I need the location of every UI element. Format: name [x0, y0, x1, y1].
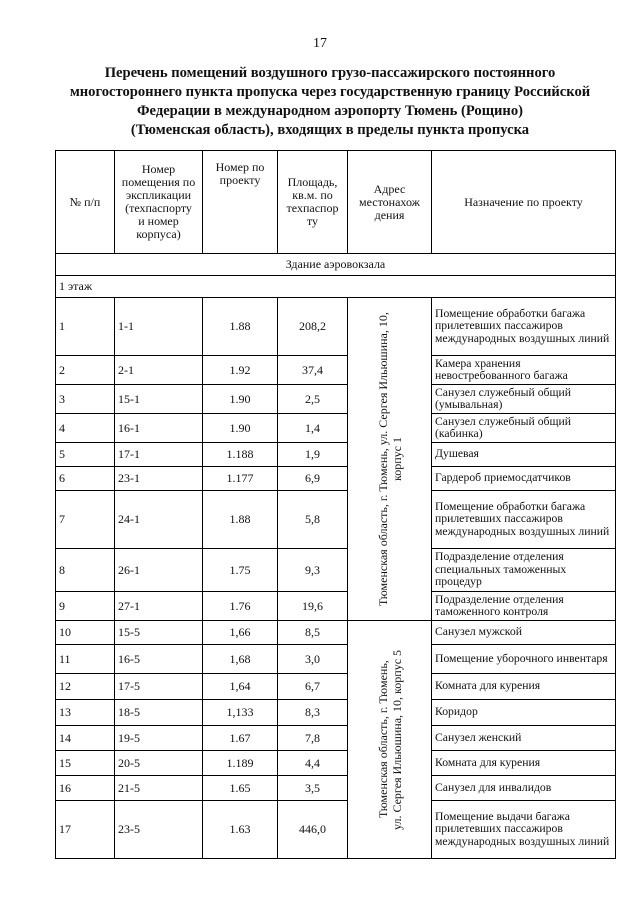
- document-title: [40, 64, 620, 140]
- table-row: [56, 491, 616, 549]
- cell-expl: 17-5: [115, 674, 203, 700]
- header-expl: [115, 151, 203, 254]
- cell-num: 6: [56, 467, 115, 491]
- table-row: [56, 621, 616, 645]
- floor-row: [56, 276, 616, 298]
- cell-num: 14: [56, 726, 115, 751]
- cell-area: 1,9: [278, 443, 348, 467]
- table-row: [56, 414, 616, 443]
- table-row: [56, 592, 616, 621]
- cell-area: 6,9: [278, 467, 348, 491]
- table-row: [56, 751, 616, 776]
- cell-num: 10: [56, 621, 115, 645]
- cell-area: 4,4: [278, 751, 348, 776]
- header-line: экспликации: [125, 188, 192, 202]
- table-row: [56, 549, 616, 592]
- cell-area: 8,3: [278, 700, 348, 726]
- cell-expl: 15-5: [115, 621, 203, 645]
- header-proj: [203, 151, 278, 254]
- cell-proj: 1.188: [203, 443, 278, 467]
- cell-area: 9,3: [278, 549, 348, 592]
- cell-num: 5: [56, 443, 115, 467]
- cell-proj: 1,133: [203, 700, 278, 726]
- table-row: [56, 385, 616, 414]
- table-row: [56, 645, 616, 674]
- header-line: корпуса): [136, 227, 181, 241]
- cell-num: 9: [56, 592, 115, 621]
- cell-expl: 15-1: [115, 385, 203, 414]
- cell-area: 6,7: [278, 674, 348, 700]
- cell-expl: 23-1: [115, 467, 203, 491]
- cell-expl: 17-1: [115, 443, 203, 467]
- table-row: [56, 298, 616, 356]
- cell-proj: 1.88: [203, 491, 278, 549]
- cell-area: 2,5: [278, 385, 348, 414]
- address-cell-building-1: [348, 298, 432, 621]
- header-addr: [348, 151, 432, 254]
- floor-label: 1 этаж: [56, 276, 616, 298]
- cell-purpose: Коридор: [432, 700, 616, 726]
- cell-expl: 23-5: [115, 801, 203, 859]
- section-row: [56, 254, 616, 276]
- table-row: [56, 356, 616, 385]
- cell-proj: 1,64: [203, 674, 278, 700]
- table-header-row: [56, 151, 616, 254]
- cell-proj: 1.177: [203, 467, 278, 491]
- cell-num: 8: [56, 549, 115, 592]
- cell-area: 3,5: [278, 776, 348, 801]
- cell-purpose: Санузел мужской: [432, 621, 616, 645]
- cell-purpose: Санузел служебный общий (кабинка): [432, 414, 616, 443]
- cell-num: 11: [56, 645, 115, 674]
- header-line: Площадь,: [287, 175, 338, 189]
- cell-num: 3: [56, 385, 115, 414]
- premises-table: [55, 150, 616, 859]
- header-line: техпаспор: [286, 201, 339, 215]
- header-line: (техпаспорту: [125, 201, 192, 215]
- cell-purpose: Комната для курения: [432, 751, 616, 776]
- cell-expl: 21-5: [115, 776, 203, 801]
- header-purpose: Назначение по проекту: [432, 151, 616, 254]
- cell-proj: 1.63: [203, 801, 278, 859]
- cell-purpose: Душевая: [432, 443, 616, 467]
- cell-purpose: Санузел для инвалидов: [432, 776, 616, 801]
- header-area: [278, 151, 348, 254]
- address-line: Тюменская область, г. Тюмень,: [375, 660, 390, 819]
- address-line: корпус 1: [389, 437, 404, 481]
- cell-purpose: Санузел служебный общий (умывальная): [432, 385, 616, 414]
- table-row: [56, 467, 616, 491]
- cell-area: 5,8: [278, 491, 348, 549]
- table-row: [56, 700, 616, 726]
- address-line: Тюменская область, г. Тюмень, ул. Сергея Ильюшина, 10,: [375, 312, 390, 606]
- cell-purpose: Помещение обработки багажа прилетевших пассажиров международных воздушных линий: [432, 298, 616, 356]
- header-line: помещения по: [121, 175, 196, 189]
- cell-num: 4: [56, 414, 115, 443]
- cell-expl: 18-5: [115, 700, 203, 726]
- table-row: [56, 776, 616, 801]
- cell-num: 13: [56, 700, 115, 726]
- cell-num: 12: [56, 674, 115, 700]
- cell-purpose: Подразделение отделения специальных таможенных процедур: [432, 549, 616, 592]
- cell-area: 7,8: [278, 726, 348, 751]
- cell-expl: 20-5: [115, 751, 203, 776]
- section-label: Здание аэровокзала: [56, 254, 616, 276]
- cell-purpose: Камера хранения невостребованного багажа: [432, 356, 616, 385]
- cell-expl: 16-5: [115, 645, 203, 674]
- table-row: [56, 801, 616, 859]
- cell-proj: 1,68: [203, 645, 278, 674]
- cell-proj: 1.75: [203, 549, 278, 592]
- cell-purpose: Подразделение отделения таможенного контроля: [432, 592, 616, 621]
- cell-expl: 19-5: [115, 726, 203, 751]
- cell-proj: 1,66: [203, 621, 278, 645]
- cell-area: 8,5: [278, 621, 348, 645]
- cell-purpose: Помещение выдачи багажа прилетевших пассажиров международных воздушных линий: [432, 801, 616, 859]
- cell-proj: 1.90: [203, 414, 278, 443]
- cell-purpose: Помещение обработки багажа прилетевших пассажиров международных воздушных линий: [432, 491, 616, 549]
- cell-proj: 1.65: [203, 776, 278, 801]
- table-row: [56, 726, 616, 751]
- title-line: Перечень помещений воздушного грузо-пассажирского постоянного: [104, 65, 556, 81]
- header-line: и номер: [138, 214, 179, 228]
- cell-area: 37,4: [278, 356, 348, 385]
- header-line: ту: [306, 214, 319, 228]
- cell-purpose: Санузел женский: [432, 726, 616, 751]
- cell-num: 15: [56, 751, 115, 776]
- cell-expl: 1-1: [115, 298, 203, 356]
- header-line: местонахож: [359, 194, 420, 209]
- header-num: № п/п: [56, 151, 115, 254]
- cell-expl: 16-1: [115, 414, 203, 443]
- cell-num: 2: [56, 356, 115, 385]
- cell-area: 19,6: [278, 592, 348, 621]
- cell-area: 208,2: [278, 298, 348, 356]
- table-row: [56, 443, 616, 467]
- page-number: 17: [313, 36, 327, 51]
- cell-expl: 27-1: [115, 592, 203, 621]
- cell-expl: 2-1: [115, 356, 203, 385]
- address-cell-building-5: [348, 621, 432, 859]
- cell-purpose: Помещение уборочного инвентаря: [432, 645, 616, 674]
- header-line: дения: [374, 207, 405, 222]
- cell-purpose: Комната для курения: [432, 674, 616, 700]
- header-line: Номер: [141, 162, 176, 176]
- cell-area: 446,0: [278, 801, 348, 859]
- header-line: Номер по: [215, 160, 265, 174]
- cell-expl: 26-1: [115, 549, 203, 592]
- cell-num: 16: [56, 776, 115, 801]
- cell-proj: 1.90: [203, 385, 278, 414]
- header-line: Адрес: [373, 181, 406, 196]
- cell-proj: 1.67: [203, 726, 278, 751]
- cell-proj: 1.189: [203, 751, 278, 776]
- cell-proj: 1.92: [203, 356, 278, 385]
- cell-expl: 24-1: [115, 491, 203, 549]
- cell-area: 3,0: [278, 645, 348, 674]
- cell-proj: 1.76: [203, 592, 278, 621]
- title-line: (Тюменская область), входящих в пределы пункта пропуска: [130, 122, 530, 138]
- cell-num: 1: [56, 298, 115, 356]
- address-line: ул. Сергея Ильюшина, 10, корпус 5: [389, 649, 404, 830]
- cell-area: 1,4: [278, 414, 348, 443]
- cell-proj: 1.88: [203, 298, 278, 356]
- header-line: кв.м. по: [292, 188, 333, 202]
- cell-num: 7: [56, 491, 115, 549]
- cell-num: 17: [56, 801, 115, 859]
- header-line: проекту: [219, 173, 261, 187]
- cell-purpose: Гардероб приемосдатчиков: [432, 467, 616, 491]
- title-line: Федерации в международном аэропорту Тюмень (Рощино): [137, 103, 523, 119]
- table-row: [56, 674, 616, 700]
- title-line: многостороннего пункта пропуска через государственную границу Российской: [69, 84, 591, 100]
